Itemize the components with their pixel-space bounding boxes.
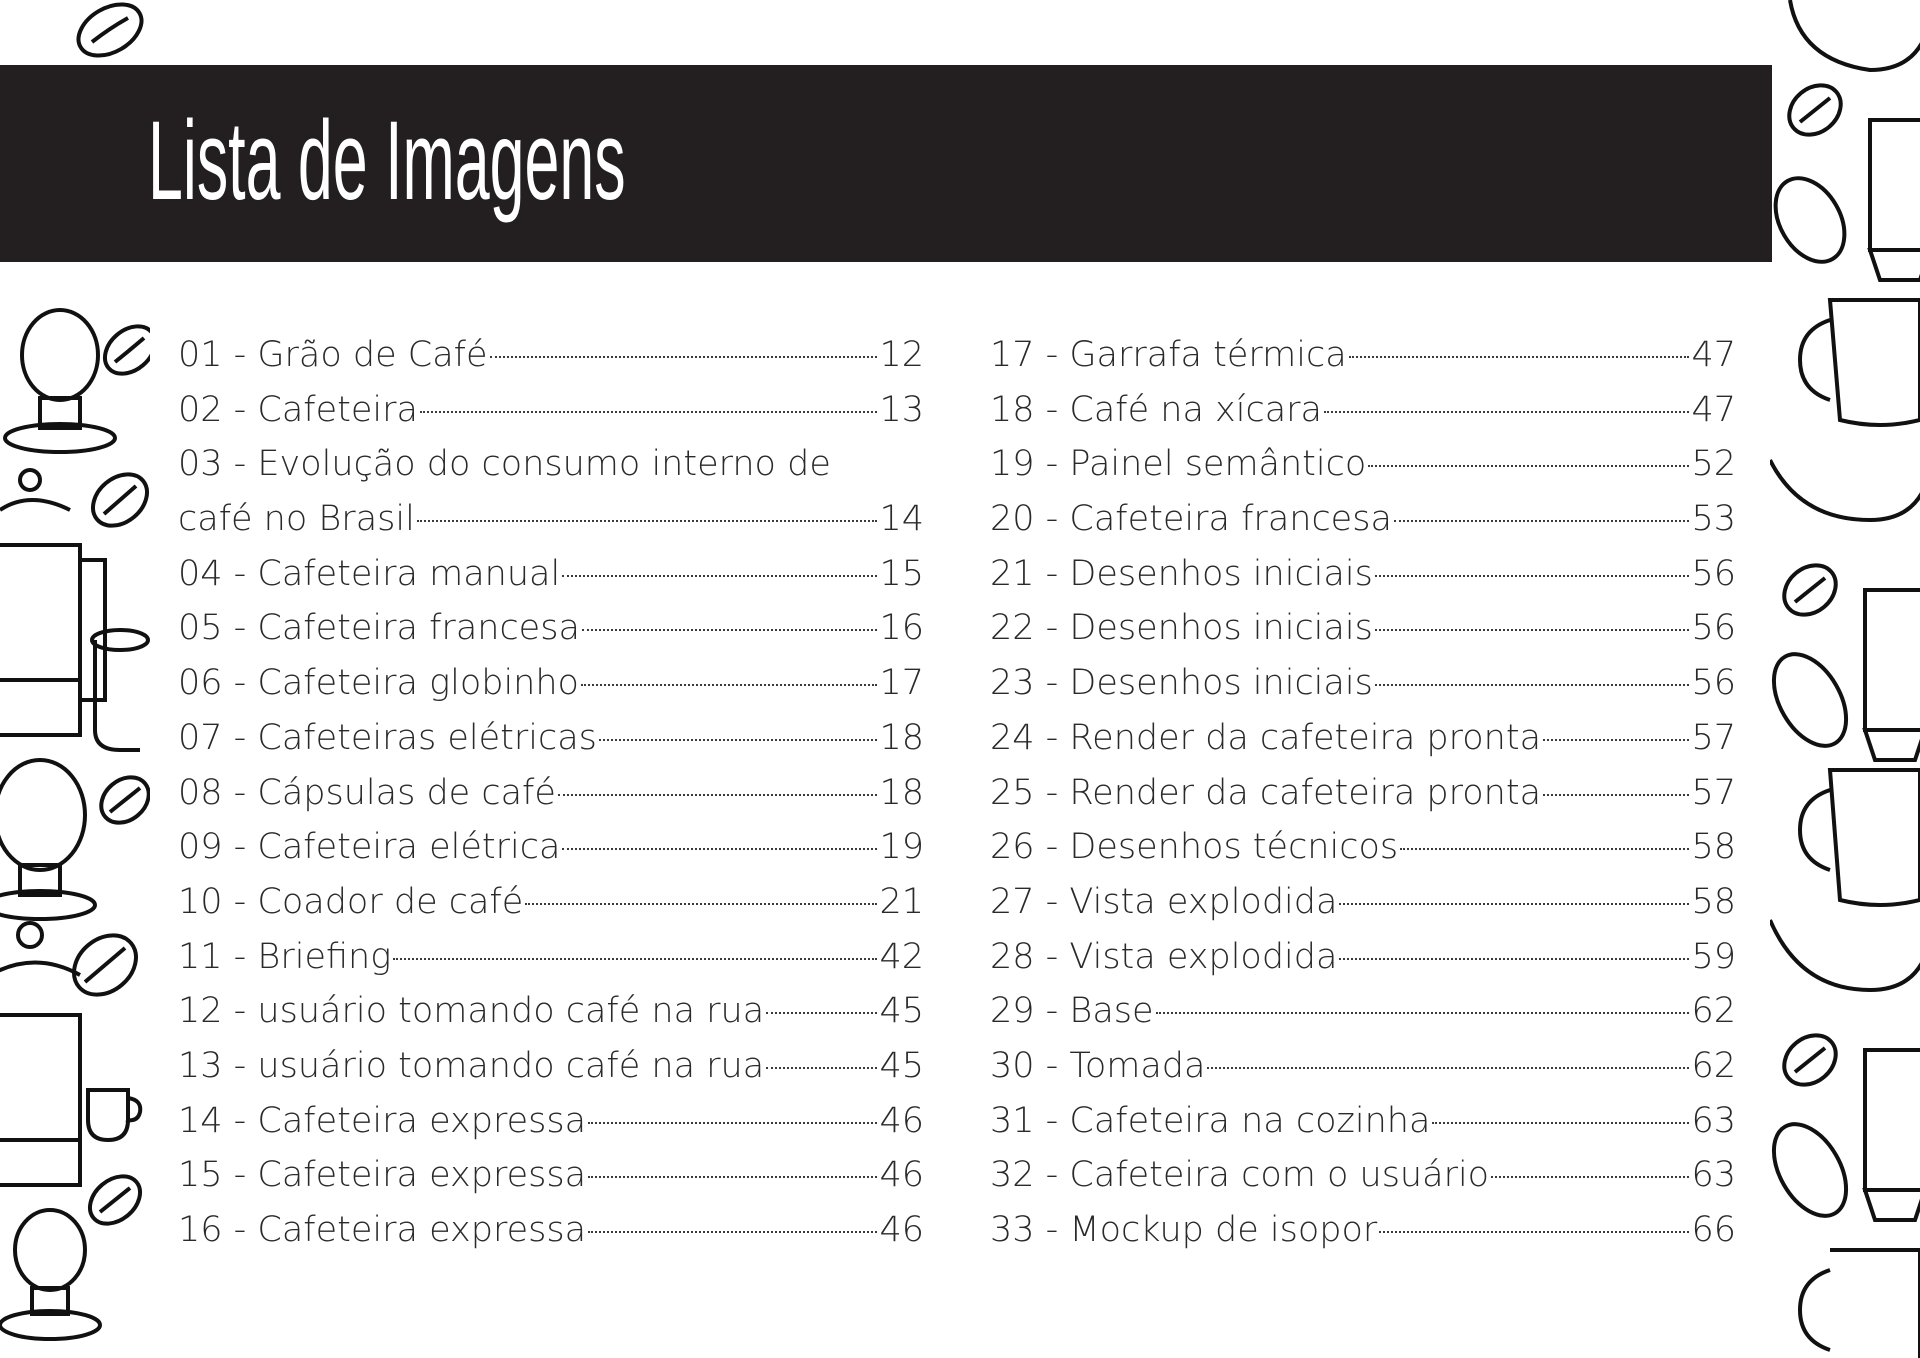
toc-entry — [990, 711, 1736, 766]
toc-entry-page: 63 — [1691, 1100, 1736, 1141]
toc-entry-label: 33 - Mockup de isopor — [990, 1210, 1378, 1250]
toc-dot-leader — [1375, 627, 1690, 631]
toc-dot-leader — [1339, 956, 1689, 960]
toc-entry — [178, 383, 924, 438]
toc-entry — [178, 930, 924, 985]
coffee-bean-icon — [1779, 75, 1850, 145]
toc-dot-leader — [1339, 901, 1689, 905]
toc-dot-leader — [393, 956, 877, 960]
coffee-doodle-border-right — [1770, 0, 1920, 1358]
toc-entry-page: 57 — [1691, 772, 1736, 813]
toc-entry — [178, 328, 924, 383]
toc-entry-label: 07 - Cafeteiras elétricas — [178, 717, 597, 758]
toc-entry-page: 16 — [879, 608, 924, 649]
toc-entry-page: 15 — [879, 553, 924, 594]
toc-entry-page: 58 — [1691, 827, 1736, 868]
toc-dot-leader — [1324, 409, 1689, 413]
toc-entry — [990, 1203, 1736, 1258]
toc-entry — [178, 1203, 924, 1258]
toc-entry-page: 21 — [879, 881, 924, 922]
coffee-cup-icon — [1770, 920, 1920, 990]
coffee-pot-icon — [1800, 770, 1920, 905]
toc-entry-page: 18 — [879, 717, 924, 758]
toc-column-right — [990, 328, 1736, 1258]
toc-dot-leader — [599, 737, 878, 741]
toc-entry-label: 08 - Cápsulas de café — [178, 772, 556, 813]
toc-dot-leader — [1349, 354, 1690, 358]
toc-entry-label: 23 - Desenhos iniciais — [990, 663, 1373, 704]
coffee-bean-icon — [1774, 1025, 1845, 1095]
toc-dot-leader — [1400, 846, 1689, 850]
toc-entry-label: 06 - Cafeteira globinho — [178, 663, 579, 704]
toc-entry-label: 15 - Cafeteira expressa — [178, 1155, 587, 1196]
toc-entry-page: 46 — [879, 1100, 924, 1141]
toc-entry-label: 25 - Render da cafeteira pronta — [990, 772, 1542, 813]
toc-entry-page: 57 — [1691, 717, 1736, 758]
coffee-grinder-icon — [1865, 1050, 1920, 1220]
toc-column-left — [178, 328, 924, 1258]
toc-entry — [990, 1148, 1736, 1203]
toc-entry — [990, 547, 1736, 602]
toc-entry-page: 47 — [1691, 389, 1736, 430]
toc-entry-page: 17 — [879, 663, 924, 704]
toc-entry-label: 30 - Tomada — [990, 1045, 1206, 1086]
french-press-icon — [0, 470, 105, 735]
toc-entry-label: 22 - Desenhos iniciais — [990, 608, 1373, 649]
toc-entry — [178, 492, 924, 547]
toc-entry-page: 53 — [1691, 499, 1736, 540]
toc-entry — [990, 383, 1736, 438]
toc-dot-leader — [1491, 1174, 1689, 1178]
toc-entry — [178, 601, 924, 656]
coffee-bean-icon — [1770, 642, 1861, 759]
toc-dot-leader — [1156, 1010, 1690, 1014]
coffee-tamper-icon — [0, 1210, 100, 1339]
toc-entry-label: 21 - Desenhos iniciais — [990, 553, 1373, 594]
toc-entry — [178, 1039, 924, 1094]
coffee-pot-icon — [1800, 300, 1920, 425]
coffee-bean-icon — [83, 464, 150, 536]
toc-entry-label: 28 - Vista explodida — [990, 936, 1338, 977]
toc-entry — [178, 875, 924, 930]
toc-entry-label: 24 - Render da cafeteira pronta — [990, 717, 1542, 758]
toc-entry — [178, 656, 924, 711]
toc-dot-leader — [1394, 518, 1690, 522]
toc-entry-page: 19 — [879, 827, 924, 868]
toc-dot-leader — [1432, 1120, 1689, 1124]
toc-dot-leader — [588, 1229, 877, 1233]
toc-entry-page: 59 — [1691, 936, 1736, 977]
toc-entry-page: 63 — [1691, 1155, 1736, 1196]
french-press-icon — [0, 923, 80, 1185]
toc-dot-leader — [558, 792, 878, 796]
toc-entry — [990, 1094, 1736, 1149]
toc-entry-label: 11 - Briefing — [178, 936, 392, 977]
toc-entry — [178, 547, 924, 602]
toc-dot-leader — [490, 354, 878, 358]
coffee-bean-icon — [1770, 166, 1858, 274]
coffee-bean-icon — [96, 317, 150, 384]
coffee-cup-icon — [88, 1090, 140, 1140]
coffee-tamper-icon — [5, 310, 115, 452]
toc-dot-leader — [766, 1065, 877, 1069]
toc-entry-label: 20 - Cafeteira francesa — [990, 499, 1392, 540]
toc-dot-leader — [582, 627, 878, 631]
toc-entry — [990, 328, 1736, 383]
page-title: Lista de Imagens — [148, 98, 626, 223]
toc-entry-page: 58 — [1691, 881, 1736, 922]
toc-entry-page: 42 — [879, 936, 924, 977]
toc-entry — [990, 437, 1736, 492]
toc-entry-label: 02 - Cafeteira — [178, 389, 418, 430]
toc-entry — [178, 1148, 924, 1203]
toc-dot-leader — [1375, 682, 1690, 686]
toc-dot-leader — [1207, 1065, 1689, 1069]
toc-entry-page: 66 — [1691, 1210, 1736, 1250]
toc-entry — [990, 875, 1736, 930]
toc-entry-page: 62 — [1691, 1045, 1736, 1086]
toc-entry-page: 47 — [1691, 335, 1736, 375]
toc-entry-label: 13 - usuário tomando café na rua — [178, 1045, 765, 1086]
coffee-bean-icon — [70, 0, 150, 66]
toc-entry-label: 01 - Grão de Café — [178, 335, 488, 375]
toc-entry — [990, 656, 1736, 711]
toc-entry-label: 16 - Cafeteira expressa — [178, 1210, 587, 1250]
toc-entry-label: 14 - Cafeteira expressa — [178, 1100, 587, 1141]
coffee-cup-icon — [1790, 0, 1920, 70]
coffee-grinder-icon — [1870, 120, 1920, 280]
toc-entry-label: 09 - Cafeteira elétrica — [178, 827, 561, 868]
toc-dot-leader — [525, 901, 877, 905]
toc-entry — [178, 1094, 924, 1149]
toc-entry-page: 18 — [879, 772, 924, 813]
toc-entry-label: 18 - Café na xícara — [990, 389, 1323, 430]
toc-entry-label: 32 - Cafeteira com o usuário — [990, 1155, 1490, 1196]
coffee-bean-icon — [1770, 1112, 1861, 1229]
coffee-grinder-icon — [1865, 590, 1920, 760]
toc-entry — [990, 930, 1736, 985]
toc-entry-label: 10 - Coador de café — [178, 881, 524, 922]
toc-entry-page: 45 — [879, 991, 924, 1032]
toc-entry-page: 56 — [1691, 663, 1736, 704]
toc-entry-label: 31 - Cafeteira na cozinha — [990, 1100, 1431, 1141]
toc-entry-label: café no Brasil — [178, 499, 415, 540]
coffee-cup-icon — [92, 630, 148, 750]
toc-entry-label: 29 - Base — [990, 991, 1154, 1032]
toc-dot-leader — [588, 1174, 877, 1178]
toc-dot-leader — [417, 518, 878, 522]
toc-entry — [178, 984, 924, 1039]
coffee-bean-icon — [62, 923, 148, 1007]
toc-entry-page: 56 — [1691, 608, 1736, 649]
toc-dot-leader — [1368, 463, 1689, 467]
toc-entry-label: 05 - Cafeteira francesa — [178, 608, 580, 649]
toc-entry — [178, 711, 924, 766]
toc-dot-leader — [581, 682, 877, 686]
toc-entry — [990, 984, 1736, 1039]
toc-dot-leader — [1379, 1229, 1689, 1233]
toc-dot-leader — [1543, 792, 1689, 796]
toc-entry-label: 19 - Painel semântico — [990, 444, 1367, 485]
coffee-bean-icon — [1774, 555, 1845, 625]
coffee-tamper-icon — [0, 760, 95, 919]
toc-dot-leader — [1375, 573, 1690, 577]
toc-entry — [990, 601, 1736, 656]
coffee-pot-icon — [1800, 1250, 1920, 1358]
toc-entry-page: 12 — [879, 335, 924, 375]
toc-dot-leader — [562, 846, 877, 850]
toc-dot-leader — [1543, 737, 1689, 741]
toc-entry-page: 52 — [1691, 444, 1736, 485]
toc-entry-page: 56 — [1691, 553, 1736, 594]
toc-entry-label: 12 - usuário tomando café na rua — [178, 991, 765, 1032]
toc-entry-label: 17 - Garrafa térmica — [990, 335, 1347, 375]
toc-entry — [178, 437, 924, 492]
toc-entry — [178, 820, 924, 875]
toc-dot-leader — [562, 573, 877, 577]
toc-entry-page: 14 — [879, 499, 924, 540]
toc-entry — [990, 1039, 1736, 1094]
toc-entry — [990, 766, 1736, 821]
coffee-cup-icon — [1770, 460, 1920, 520]
coffee-bean-icon — [92, 768, 150, 832]
toc-entry-page: 45 — [879, 1045, 924, 1086]
toc-entry-page: 13 — [879, 389, 924, 430]
toc-entry — [990, 820, 1736, 875]
coffee-bean-icon — [81, 1167, 150, 1234]
toc-entry-label: 03 - Evolução do consumo interno de — [178, 444, 831, 485]
toc-dot-leader — [420, 409, 877, 413]
toc-entry-label: 26 - Desenhos técnicos — [990, 827, 1399, 868]
toc-entry-page: 62 — [1691, 991, 1736, 1032]
toc-entry-page: 46 — [879, 1210, 924, 1250]
toc-entry — [178, 766, 924, 821]
toc-entry-label: 27 - Vista explodida — [990, 881, 1338, 922]
toc-dot-leader — [588, 1120, 877, 1124]
toc-entry-label: 04 - Cafeteira manual — [178, 553, 561, 594]
toc-entry-page: 46 — [879, 1155, 924, 1196]
toc-dot-leader — [766, 1010, 877, 1014]
toc-entry — [990, 492, 1736, 547]
